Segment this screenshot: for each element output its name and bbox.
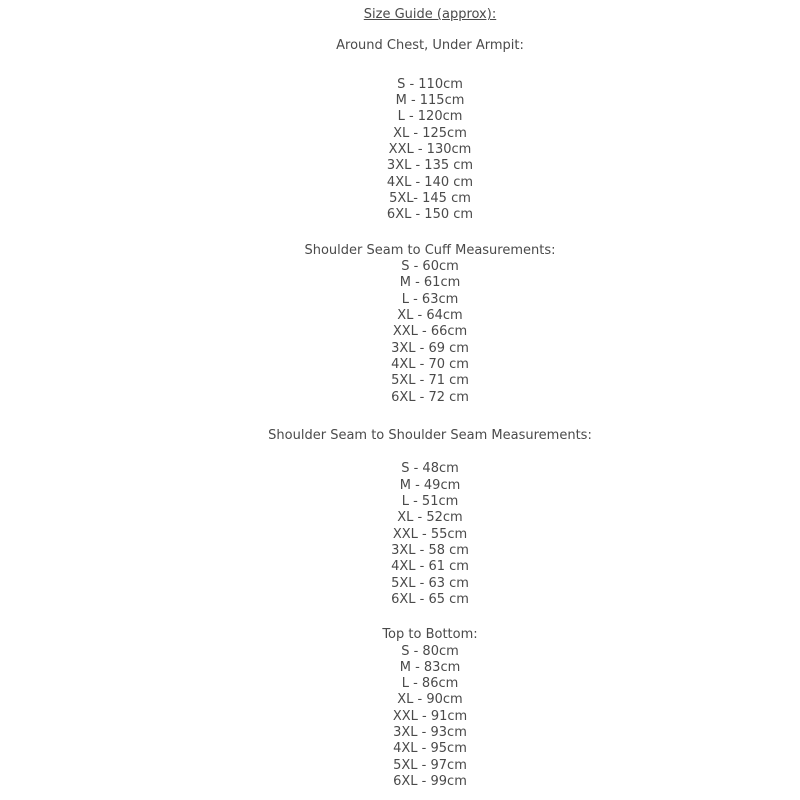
size-section bbox=[60, 38, 800, 223]
size-line: XXL - 66cm bbox=[392, 324, 468, 340]
size-line: 4XL - 70 cm bbox=[391, 356, 469, 372]
size-line: M - 61cm bbox=[399, 275, 461, 291]
size-line: 5XL - 71 cm bbox=[391, 373, 469, 389]
size-line: S - 110cm bbox=[397, 76, 463, 92]
size-line: 3XL - 58 cm bbox=[391, 542, 469, 558]
section-heading: Shoulder Seam to Cuff Measurements: bbox=[304, 242, 556, 258]
section-heading: Top to Bottom: bbox=[382, 627, 478, 643]
size-line: 5XL - 63 cm bbox=[391, 575, 469, 591]
size-line: XL - 90cm bbox=[397, 692, 463, 708]
size-sections bbox=[60, 38, 800, 790]
section-heading: Around Chest, Under Armpit: bbox=[336, 38, 524, 54]
size-line: XL - 125cm bbox=[393, 125, 467, 141]
size-guide-document bbox=[60, 0, 800, 790]
size-line: 5XL- 145 cm bbox=[389, 190, 471, 206]
section-item-list bbox=[60, 644, 800, 791]
size-line: L - 51cm bbox=[401, 493, 459, 509]
size-line: 3XL - 135 cm bbox=[386, 158, 474, 174]
size-line: 5XL - 97cm bbox=[393, 757, 467, 773]
section-item-list bbox=[60, 77, 800, 224]
size-section bbox=[60, 428, 800, 608]
size-line: 4XL - 61 cm bbox=[391, 559, 469, 575]
page-title: Size Guide (approx): bbox=[363, 7, 497, 22]
size-line: XXL - 91cm bbox=[392, 708, 468, 724]
size-line: 3XL - 69 cm bbox=[391, 340, 469, 356]
size-line: L - 63cm bbox=[401, 291, 459, 307]
size-line: M - 83cm bbox=[399, 659, 461, 675]
size-line: S - 80cm bbox=[401, 643, 459, 659]
size-line: 6XL - 65 cm bbox=[391, 591, 469, 607]
size-section bbox=[60, 627, 800, 790]
size-line: S - 60cm bbox=[401, 258, 459, 274]
size-line: 6XL - 72 cm bbox=[391, 389, 469, 405]
size-line: XXL - 55cm bbox=[392, 526, 468, 542]
size-line: 6XL - 150 cm bbox=[386, 207, 474, 223]
size-line: M - 115cm bbox=[395, 92, 465, 108]
size-line: 4XL - 95cm bbox=[393, 741, 467, 757]
size-line: XL - 52cm bbox=[397, 510, 463, 526]
size-line: 6XL - 99cm bbox=[393, 774, 467, 790]
size-line: XXL - 130cm bbox=[388, 141, 472, 157]
size-section bbox=[60, 243, 800, 406]
size-line: L - 120cm bbox=[397, 109, 463, 125]
size-line: L - 86cm bbox=[401, 676, 459, 692]
size-line: 3XL - 93cm bbox=[393, 725, 467, 741]
section-item-list bbox=[60, 259, 800, 406]
size-line: XL - 64cm bbox=[397, 307, 463, 323]
section-heading: Shoulder Seam to Shoulder Seam Measurements: bbox=[268, 427, 592, 443]
size-line: 4XL - 140 cm bbox=[386, 174, 474, 190]
size-line: S - 48cm bbox=[401, 461, 459, 477]
size-line: M - 49cm bbox=[399, 477, 461, 493]
section-item-list bbox=[60, 461, 800, 608]
